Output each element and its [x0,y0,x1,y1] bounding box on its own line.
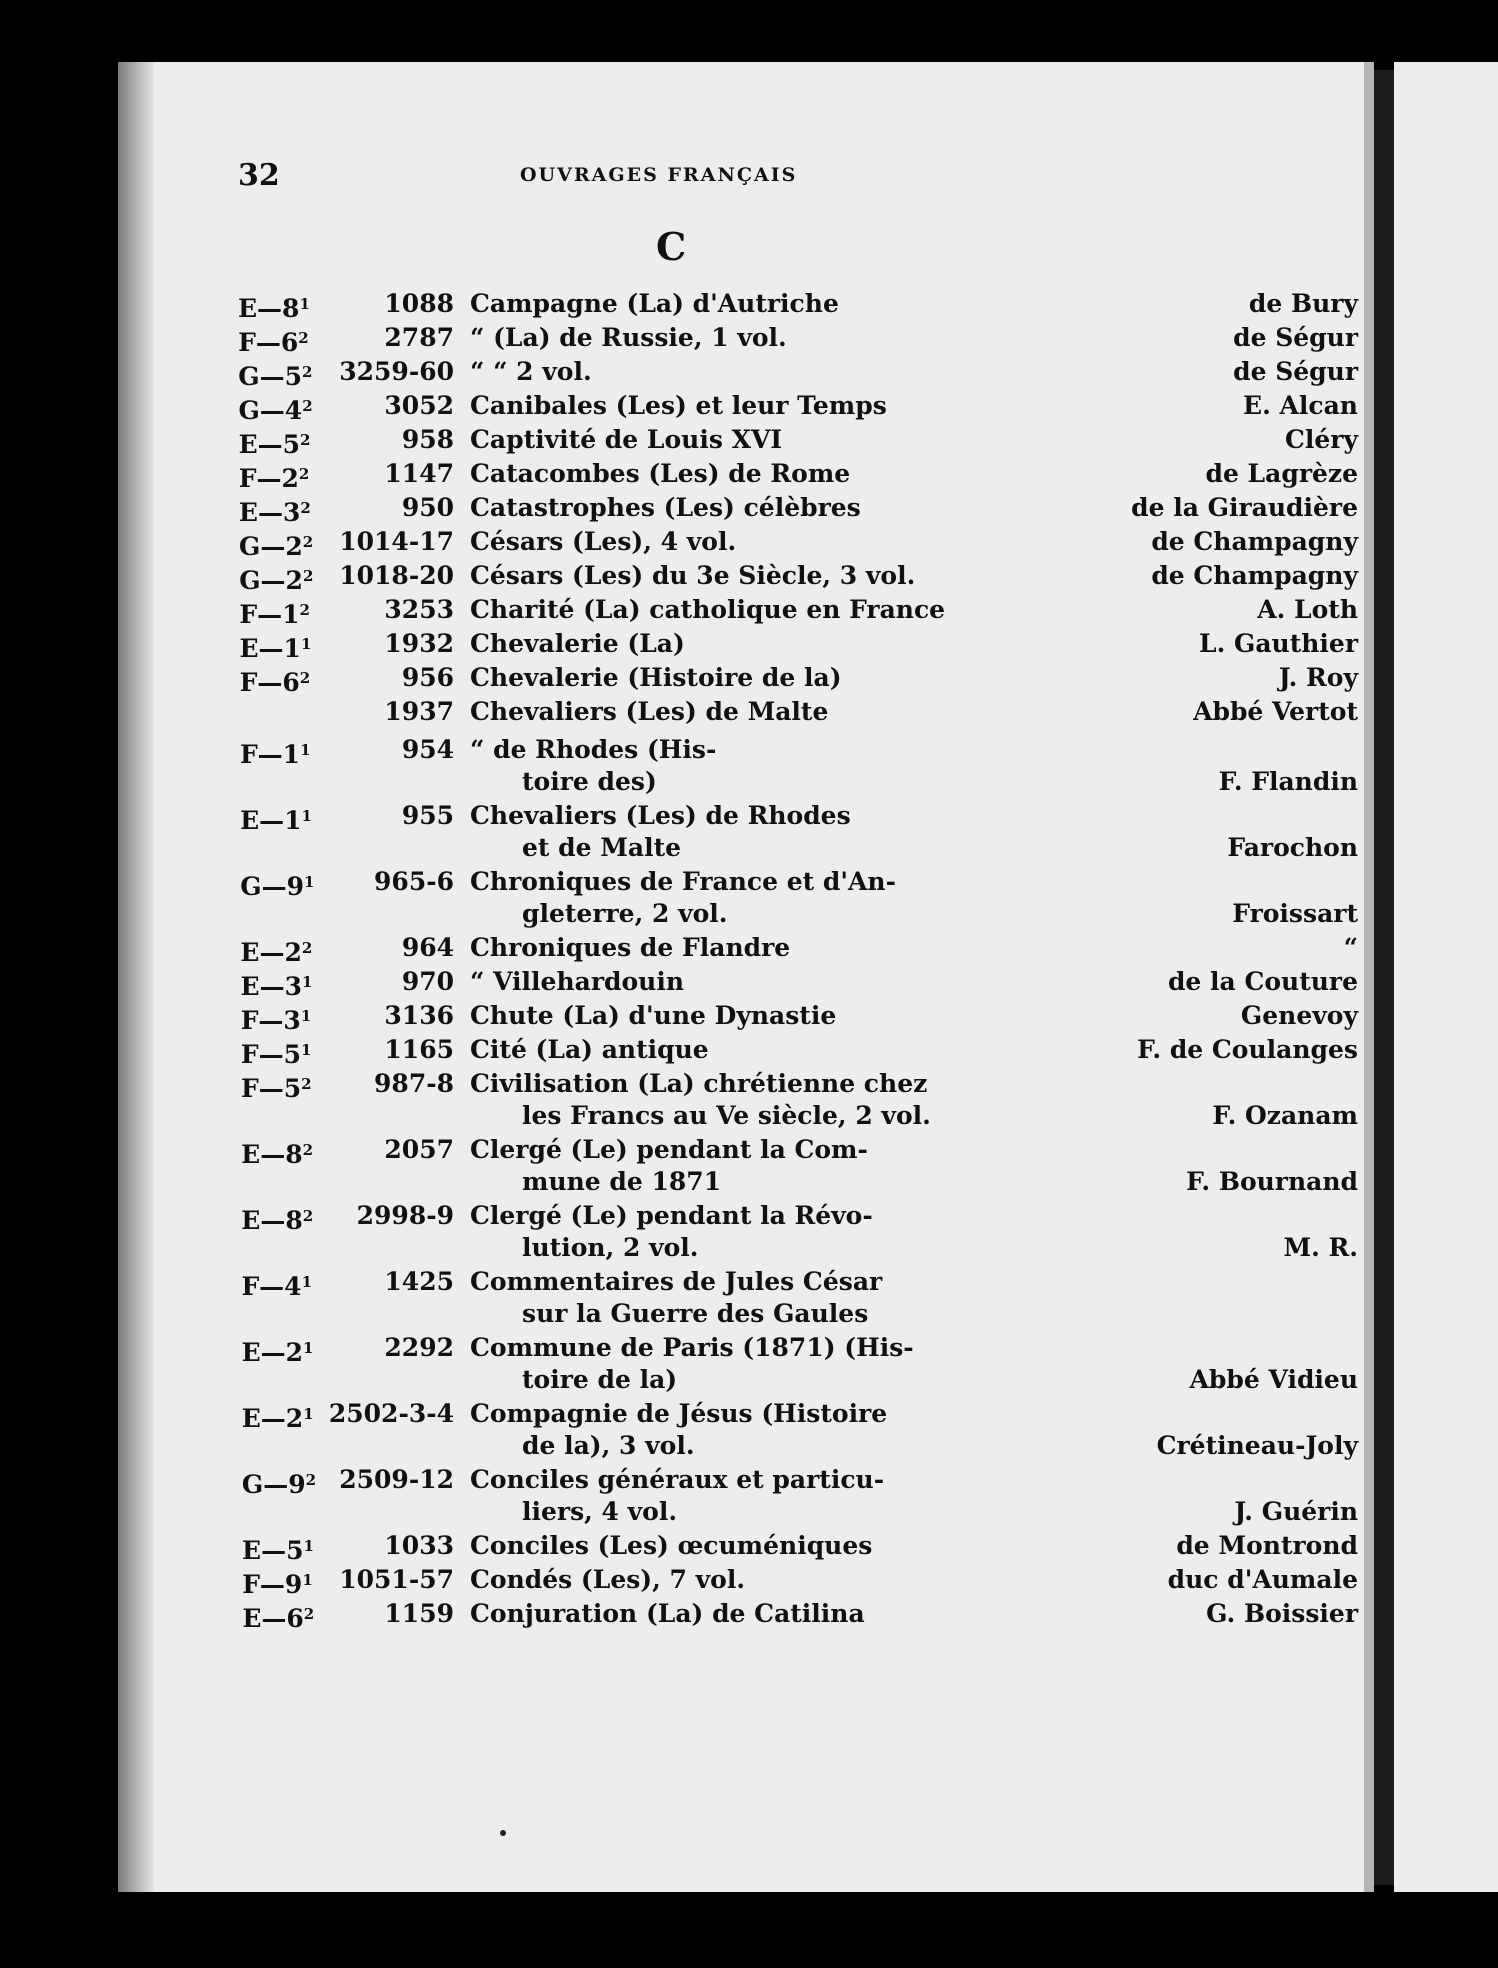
book-title [470,628,840,660]
shelf-mark-superscript: 2 [302,567,314,585]
book-title-line: Conciles généraux et particu- [470,1465,885,1494]
book-title-line: gleterre, 2 vol. [522,899,728,928]
shelf-mark-superscript: 1 [303,1405,314,1423]
book-title [470,356,840,388]
book-author: F. Bournand [1186,1167,1358,1196]
catalog-number: 1937 [384,697,454,726]
book-title [470,1598,865,1630]
book-author: “ [1343,933,1358,962]
book-title-line: toire de la) [522,1365,678,1394]
catalog-number: 2502-3-4 [328,1399,454,1428]
book-title-line: “ de Rhodes (His- [470,735,717,764]
shelf-mark: $E—1^1$ [239,634,312,663]
book-title [470,662,840,694]
book-title-line: Catacombes (Les) de Rome [470,459,851,488]
shelf-mark: $G—9^1$ [240,872,315,901]
catalog-number: 3136 [384,1001,454,1030]
shelf-mark-superscript: 2 [300,499,311,517]
shelf-mark: $E—8^1$ [238,294,310,323]
shelf-mark: $E—6^2$ [242,1604,315,1633]
book-author: Abbé Vertot [1193,697,1358,726]
book-title-line: Clergé (Le) pendant la Révo- [470,1201,873,1230]
book-title [470,390,887,422]
book-title-line: Chevaliers (Les) de Rhodes [470,801,851,830]
shelf-mark-superscript: 2 [302,1141,314,1159]
shelf-mark: $F—5^1$ [240,1040,312,1069]
book-author: duc d'Aumale [1167,1565,1358,1594]
ink-speck [500,1830,506,1836]
book-title [470,1564,840,1596]
shelf-mark-superscript: 2 [299,601,310,619]
catalog-number: 954 [401,735,454,764]
book-title-line: sur la Guerre des Gaules [522,1299,869,1328]
shelf-mark-superscript: 2 [299,669,311,687]
shelf-mark: $E—5^1$ [242,1536,314,1565]
book-author: M. R. [1283,1233,1358,1262]
book-title [470,1530,873,1562]
book-author: G. Boissier [1206,1599,1358,1628]
shelf-mark: $E—2^2$ [240,938,313,967]
shelf-mark: $E—8^2$ [241,1140,314,1169]
book-author: J. Guérin [1234,1497,1358,1526]
shelf-mark: $F—5^2$ [241,1074,312,1103]
book-title-line: Chute (La) d'une Dynastie [470,1001,837,1030]
shelf-mark: $E—3^2$ [238,498,311,527]
book-author: Cléry [1285,425,1358,454]
book-title [470,966,840,998]
shelf-mark-superscript: 1 [302,1571,313,1589]
catalog-number: 2057 [384,1135,454,1164]
book-author: A. Loth [1257,595,1358,624]
catalog-number: 964 [401,933,454,962]
book-title-line: toire des) [522,767,657,796]
shelf-mark-superscript: 1 [302,973,313,991]
book-title-line: Compagnie de Jésus (Histoire [470,1399,888,1428]
shelf-mark: $E—3^1$ [240,972,313,1001]
book-title-line: Commune de Paris (1871) (His- [470,1333,914,1362]
book-title-line: liers, 4 vol. [522,1497,678,1526]
shelf-mark: $F—9^1$ [242,1570,313,1599]
book-title-line: Césars (Les) du 3e Siècle, 3 vol. [470,561,916,590]
book-title-line: Canibales (Les) et leur Temps [470,391,887,420]
book-title-line: Civilisation (La) chrétienne chez [470,1069,928,1098]
book-author: de Ségur [1233,357,1358,386]
catalog-number: 3253 [384,595,454,624]
book-title-line: Chroniques de France et d'An- [470,867,896,896]
shelf-mark-superscript: 1 [301,1273,313,1291]
book-title [470,800,851,864]
book-title [470,1464,885,1528]
shelf-mark: $G—2^2$ [239,532,314,561]
shelf-mark-superscript: 2 [298,465,310,483]
shelf-mark: $F—2^2$ [238,464,310,493]
book-title [470,932,840,964]
shelf-mark: $E—8^2$ [241,1206,314,1235]
catalog-number: 1165 [384,1035,454,1064]
book-title-line: “ (La) de Russie, 1 vol. [470,323,787,352]
book-title [470,492,861,524]
shelf-mark: $F—6^2$ [239,668,311,697]
book-title-line: Campagne (La) d'Autriche [470,289,839,318]
book-title [470,866,896,930]
shelf-mark-superscript: 1 [299,295,310,313]
shelf-mark: $F—1^1$ [239,740,311,769]
shelf-mark: $G—4^2$ [238,396,313,425]
book-title [470,1398,888,1462]
catalog-number: 970 [401,967,454,996]
book-title-line: les Francs au Ve siècle, 2 vol. [522,1101,931,1130]
shelf-mark-superscript: 1 [300,635,312,653]
book-title [470,424,840,456]
book-title [470,1034,840,1066]
catalog-number: 2292 [384,1333,454,1362]
catalog-number: 3259-60 [339,357,454,386]
book-title [470,322,840,354]
book-title [470,734,840,798]
shelf-mark: $E—2^1$ [241,1404,314,1433]
shelf-mark: $E—1^1$ [240,806,312,835]
shelf-mark: $F—3^1$ [240,1006,312,1035]
book-title [470,594,946,626]
book-title-line: et de Malte [522,833,682,862]
book-title-line: Conciles (Les) œcuméniques [470,1531,873,1560]
book-author: de Champagny [1151,561,1358,590]
book-author: de la Giraudière [1131,493,1358,522]
book-title-line: Captivité de Louis XVI [470,425,783,454]
book-title-line: “ “ 2 vol. [470,357,592,386]
book-title-line: Chevaliers (Les) de Malte [470,697,829,726]
book-author: F. Flandin [1218,767,1358,796]
shelf-mark-superscript: 2 [305,1471,317,1489]
book-title-line: Chroniques de Flandre [470,933,791,962]
catalog-number: 958 [401,425,454,454]
catalog-number: 1018-20 [339,561,454,590]
shelf-mark: $G—2^2$ [239,566,314,595]
shelf-mark-superscript: 1 [301,807,312,825]
book-author: Farochon [1227,833,1358,862]
book-author: de la Couture [1167,967,1358,996]
catalog-number: 950 [401,493,454,522]
book-title [470,696,840,728]
catalog-number: 3052 [384,391,454,420]
book-title [470,1200,873,1264]
shelf-mark-superscript: 2 [302,397,313,415]
catalog-number: 987-8 [374,1069,454,1098]
book-title-line: Conjuration (La) de Catilina [470,1599,865,1628]
shelf-mark-superscript: 1 [303,1339,314,1357]
book-title-line: mune de 1871 [522,1167,722,1196]
shelf-mark-superscript: 1 [303,1537,314,1555]
book-title-line: Charité (La) catholique en France [470,595,946,624]
shelf-mark: $F—6^2$ [238,328,309,357]
book-author: E. Alcan [1243,391,1358,420]
shelf-mark-superscript: 2 [301,939,313,957]
book-title-line: Cité (La) antique [470,1035,709,1064]
shelf-mark-superscript: 1 [300,741,311,759]
catalog-number: 1932 [384,629,454,658]
catalog-number: 1033 [384,1531,454,1560]
book-title-line: Catastrophes (Les) célèbres [470,493,861,522]
shelf-mark-superscript: 2 [303,1605,315,1623]
shelf-mark: $F—4^1$ [241,1272,313,1301]
shelf-mark-superscript: 2 [302,1207,314,1225]
catalog-number: 965-6 [374,867,454,896]
book-author: de Ségur [1233,323,1358,352]
book-author: de Champagny [1151,527,1358,556]
catalog-number: 1051-57 [339,1565,454,1594]
book-title-line: Chevalerie (La) [470,629,685,658]
book-author: F. de Coulanges [1137,1035,1358,1064]
shelf-mark: $E—2^1$ [241,1338,314,1367]
catalog-number: 956 [401,663,454,692]
book-author: de Lagrèze [1205,459,1358,488]
catalog-number: 1088 [384,289,454,318]
book-title-line: Césars (Les), 4 vol. [470,527,737,556]
book-title [470,288,840,320]
book-title [470,1068,931,1132]
catalog-number: 1147 [384,459,454,488]
book-title-line: lution, 2 vol. [522,1233,699,1262]
book-title-line: Commentaires de Jules César [470,1267,883,1296]
shelf-mark-superscript: 1 [304,873,315,891]
book-title [470,1000,840,1032]
book-author: Froissart [1232,899,1358,928]
catalog-number: 2998-9 [356,1201,454,1230]
page-number: 32 [238,158,280,193]
shelf-mark-superscript: 2 [300,431,311,449]
catalog-number: 2509-12 [339,1465,454,1494]
catalog-number: 1159 [384,1599,454,1628]
catalog-number: 2787 [384,323,454,352]
section-letter: C [656,224,687,269]
book-title-line: Chevalerie (Histoire de la) [470,663,842,692]
catalog-number: 1014-17 [339,527,454,556]
shelf-mark-superscript: 2 [302,363,313,381]
catalog-number: 955 [401,801,454,830]
shelf-mark-superscript: 2 [302,533,314,551]
book-author: Genevoy [1240,1001,1358,1030]
book-title [470,1266,883,1330]
book-title [470,1134,868,1198]
book-title-line: de la), 3 vol. [522,1431,695,1460]
running-head: OUVRAGES FRANÇAIS [520,164,798,186]
book-title [470,526,840,558]
shelf-mark: $G—5^2$ [238,362,313,391]
shelf-mark: $E—5^2$ [238,430,311,459]
book-author: L. Gauthier [1198,629,1358,658]
catalog-number: 1425 [384,1267,454,1296]
book-author: Crétineau-Joly [1156,1431,1358,1460]
shelf-mark-superscript: 1 [300,1007,312,1025]
shelf-mark-superscript: 2 [298,329,309,347]
shelf-mark: $G—9^2$ [241,1470,317,1499]
book-title-line: Condés (Les), 7 vol. [470,1565,746,1594]
book-author: J. Roy [1278,663,1358,692]
book-title-line: Clergé (Le) pendant la Com- [470,1135,868,1164]
shelf-mark-superscript: 1 [301,1041,312,1059]
book-author: Abbé Vidieu [1189,1365,1358,1394]
book-title-line: “ Villehardouin [470,967,684,996]
shelf-mark-superscript: 2 [301,1075,312,1093]
shelf-mark: $F—1^2$ [239,600,310,629]
book-title [470,1332,914,1396]
book-author: F. Ozanam [1212,1101,1358,1130]
book-author: de Montrond [1176,1531,1358,1560]
book-title [470,458,851,490]
book-author: de Bury [1248,289,1358,318]
book-title [470,560,916,592]
